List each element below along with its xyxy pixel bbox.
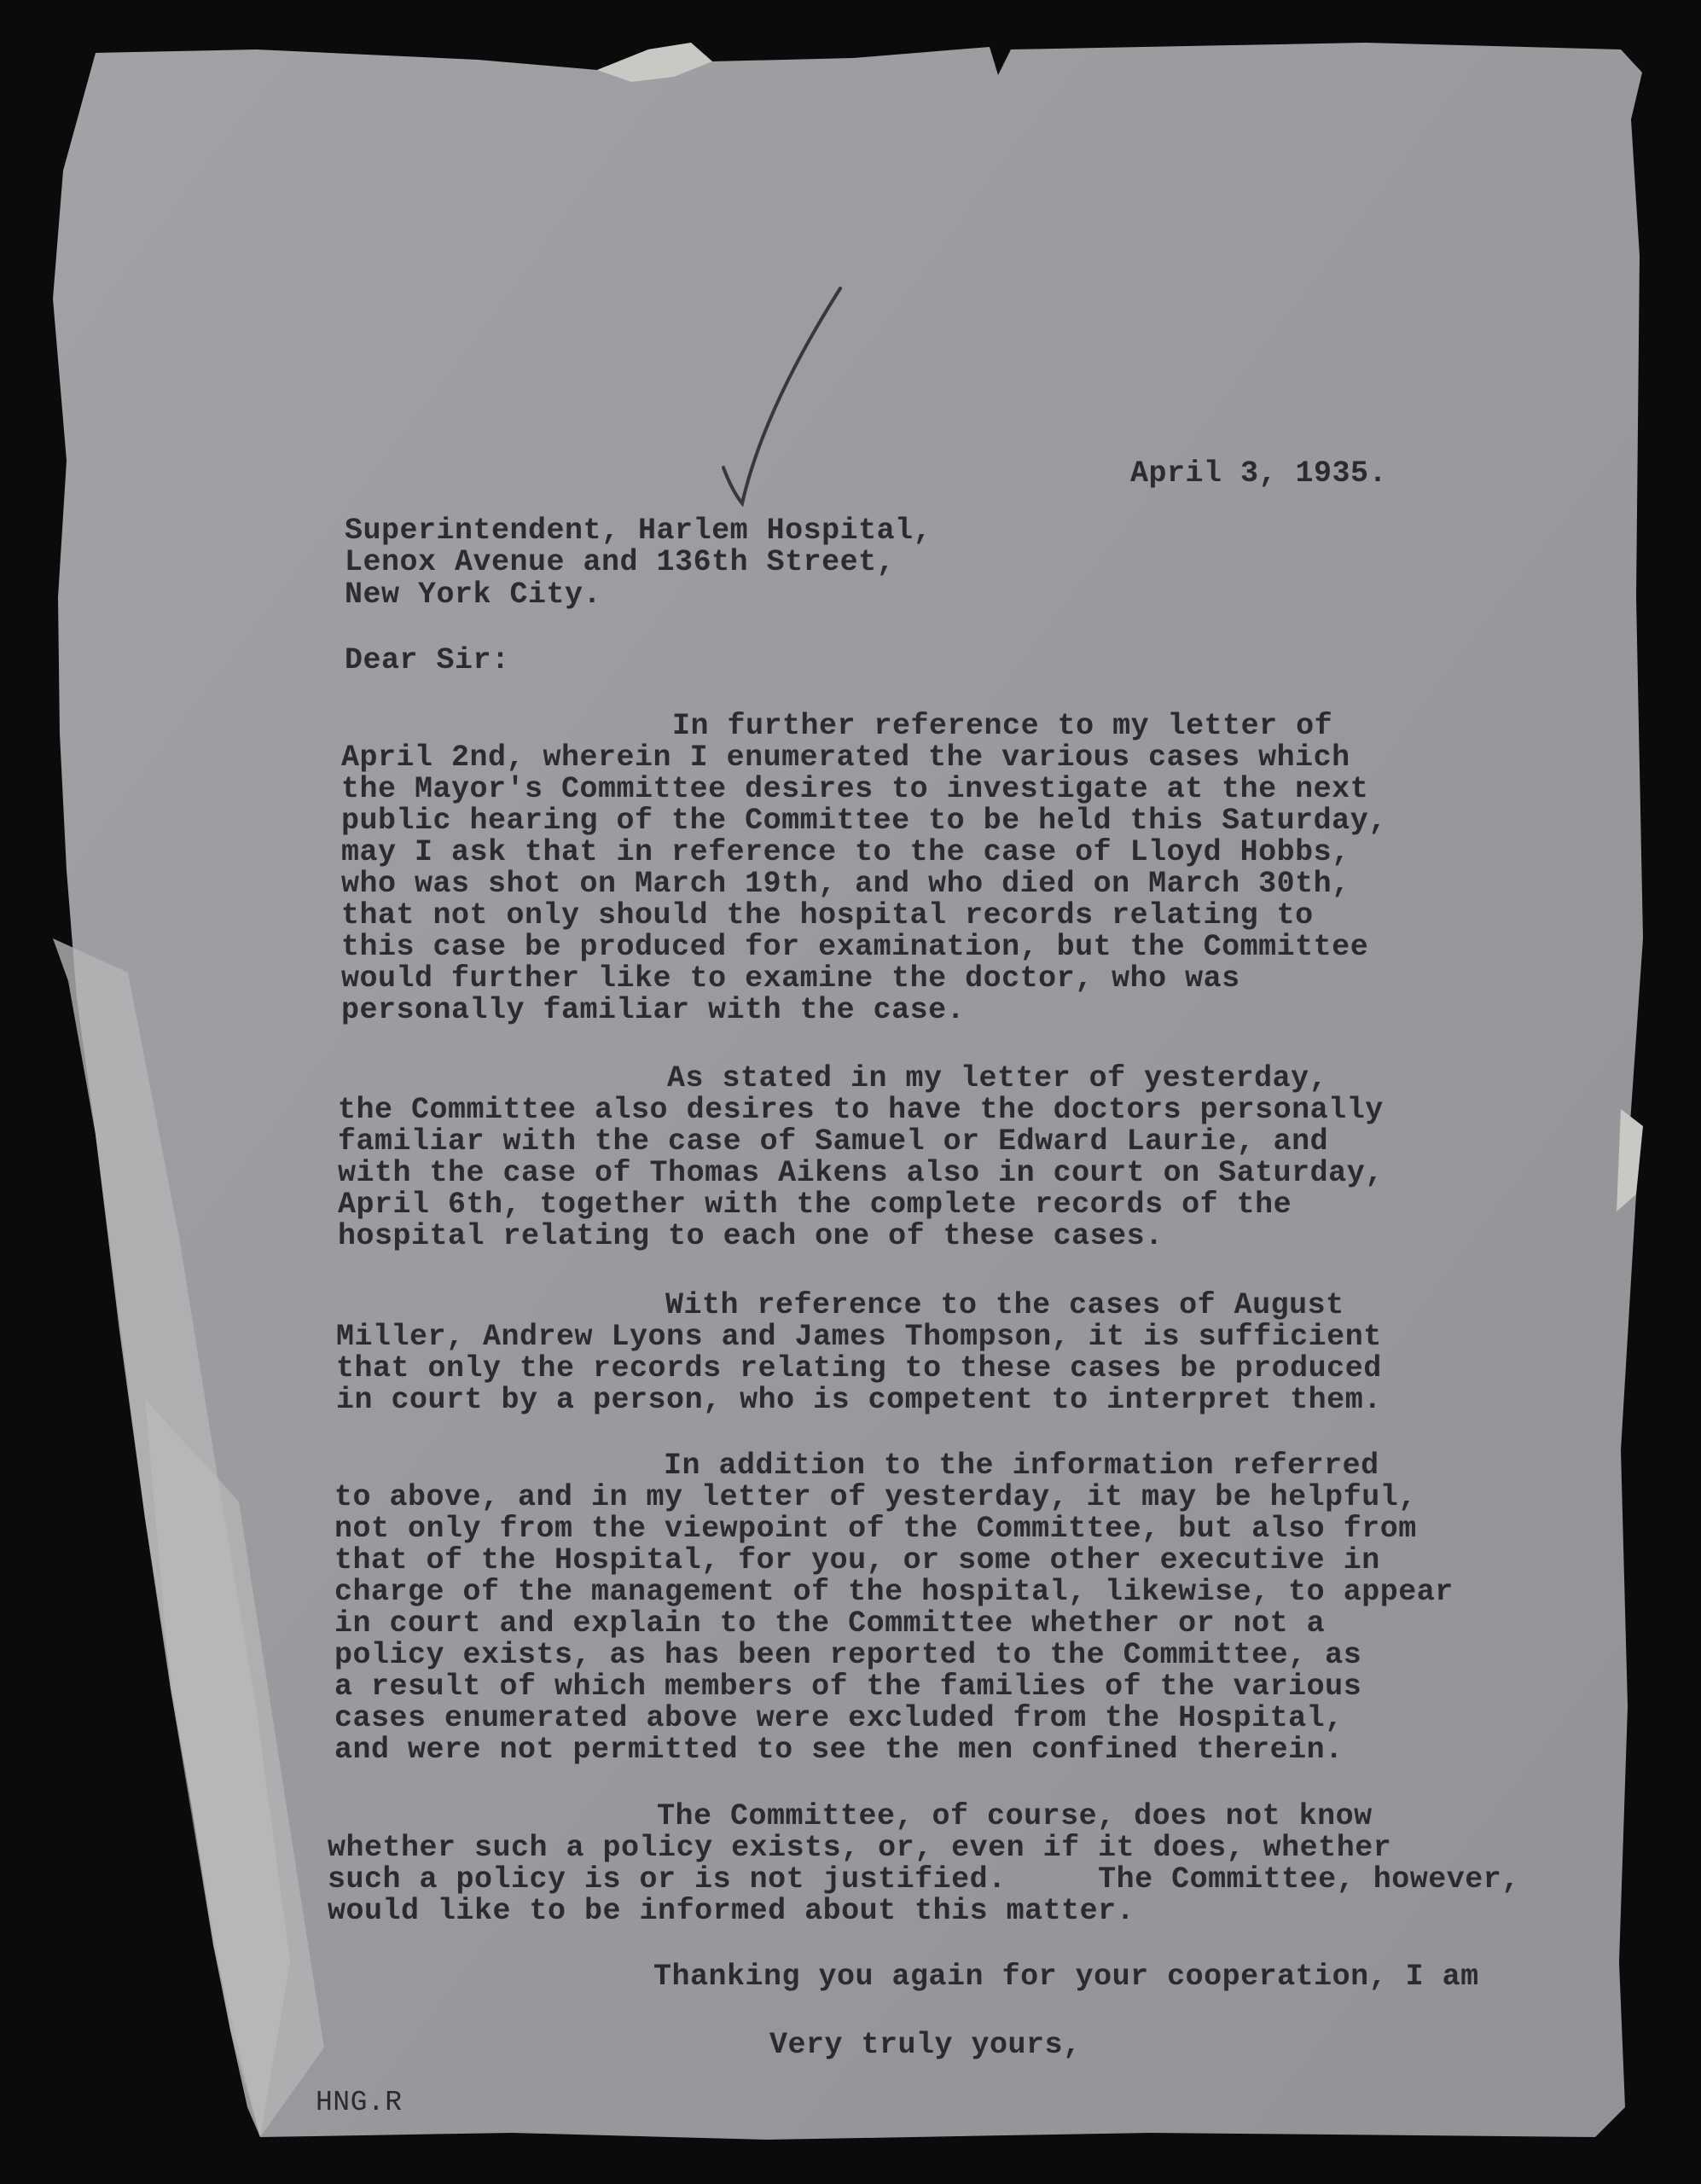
paragraph-3-line: in court by a person, who is competent to interpret them.	[336, 1383, 1382, 1417]
paragraph-5-line: would like to be informed about this matter.	[328, 1894, 1135, 1928]
paragraph-1-line: public hearing of the Committee to be held this Saturday,	[341, 804, 1387, 838]
paragraph-5-line: whether such a policy exists, or, even if it does, whether	[328, 1831, 1392, 1865]
paragraph-1-line: who was shot on March 19th, and who died on March 30th,	[341, 867, 1350, 901]
paragraph-4-line: a result of which members of the families of the various	[334, 1670, 1362, 1704]
complimentary-close: Very truly yours,	[769, 2028, 1082, 2062]
closing-line: Thanking you again for your cooperation, I am	[653, 1960, 1479, 1994]
paragraph-1-line: In further reference to my letter of	[672, 709, 1333, 743]
letter-date: April 3, 1935.	[1130, 456, 1388, 491]
paragraph-1-line: April 2nd, wherein I enumerated the various cases which	[341, 741, 1350, 775]
paragraph-4-line: that of the Hospital, for you, or some other executive in	[334, 1543, 1380, 1577]
paragraph-1-line: would further like to examine the doctor, who was	[341, 961, 1240, 996]
paragraph-4-line: policy exists, as has been reported to the Committee, as	[334, 1638, 1362, 1672]
paragraph-4-line: in court and explain to the Committee whether or not a	[334, 1606, 1326, 1641]
paragraph-4-line: and were not permitted to see the men confined therein.	[334, 1733, 1344, 1767]
paragraph-4-line: In addition to the information referred	[664, 1449, 1379, 1483]
paragraph-2-line: with the case of Thomas Aikens also in court on Saturday,	[338, 1156, 1384, 1190]
paragraph-4-line: charge of the management of the hospital, likewise, to appear	[334, 1575, 1454, 1609]
paragraph-3-line: With reference to the cases of August	[665, 1288, 1344, 1322]
recipient-line: Superintendent, Harlem Hospital,	[345, 514, 932, 548]
paragraph-2-line: hospital relating to each one of these cases.	[338, 1219, 1164, 1253]
paragraph-2-line: familiar with the case of Samuel or Edward Laurie, and	[338, 1124, 1329, 1159]
paragraph-1-line: that not only should the hospital records relating to	[341, 898, 1314, 932]
paragraph-3-line: Miller, Andrew Lyons and James Thompson, it is sufficient	[336, 1320, 1382, 1354]
paragraph-4-line: cases enumerated above were excluded from the Hospital,	[334, 1701, 1344, 1735]
paragraph-2-line: April 6th, together with the complete records of the	[338, 1188, 1292, 1222]
paragraph-3-line: that only the records relating to these cases be produced	[336, 1351, 1382, 1385]
paragraph-2-line: the Committee also desires to have the doctors personally	[338, 1093, 1384, 1127]
paragraph-1-line: may I ask that in reference to the case of Lloyd Hobbs,	[341, 835, 1350, 869]
salutation: Dear Sir:	[345, 643, 510, 677]
recipient-line: New York City.	[345, 578, 602, 612]
paragraph-4-line: to above, and in my letter of yesterday, it may be helpful,	[334, 1480, 1417, 1514]
paragraph-2-line: As stated in my letter of yesterday,	[667, 1061, 1328, 1095]
paragraph-5-line: The Committee, of course, does not know	[657, 1799, 1373, 1833]
recipient-line: Lenox Avenue and 136th Street,	[345, 545, 896, 579]
paragraph-1-line: the Mayor's Committee desires to investigate at the next	[341, 772, 1369, 806]
paragraph-1-line: personally familiar with the case.	[341, 993, 966, 1027]
paragraph-4-line: not only from the viewpoint of the Committee, but also from	[334, 1512, 1417, 1546]
paragraph-5-line: such a policy is or is not justified. The Committee, however,	[328, 1862, 1520, 1896]
typist-initials: HNG.R	[316, 2087, 403, 2118]
paragraph-1-line: this case be produced for examination, but the Committee	[341, 930, 1369, 964]
